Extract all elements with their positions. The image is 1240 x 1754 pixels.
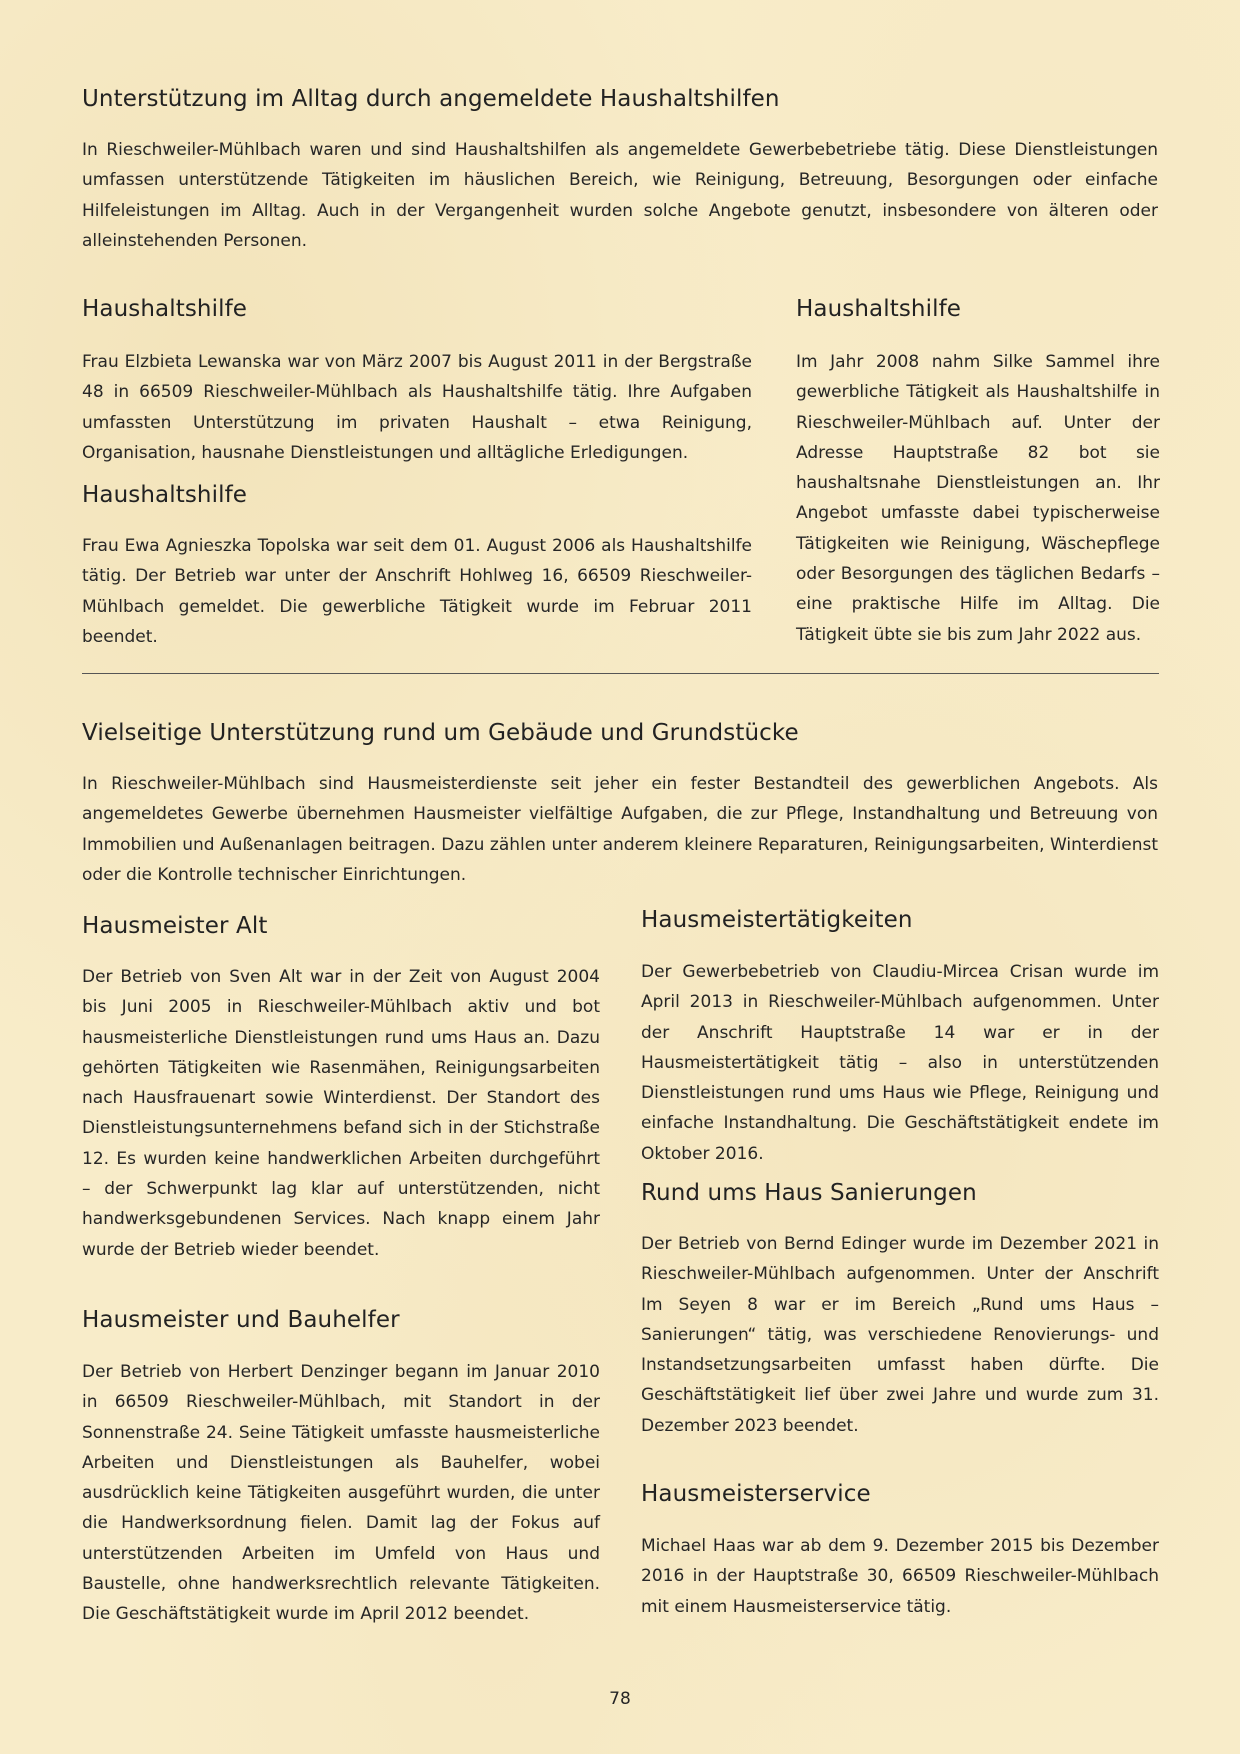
entry-text-denzinger: Der Betrieb von Herbert Denzinger begann im Januar 2010 in 66509 Rieschweiler-Mühlbach, mit Standort in der Sonnenstraße 24. Seine Tätigkeit umfasste hausmeisterliche Arbeiten und Dienstleistungen als Bauhelfer, wobei ausdrücklich keine Tätigkeiten ausgeführt wurden, die unter die Handwerksordnung fielen. Damit lag der Fokus auf unterstützenden Arbeiten im Umfeld von Haus und Baustelle, ohne handwerksrechtlich relevante Tätigkeiten. Die Geschäftstätigkeit wurde im April 2012 beendet. <box>82 1362 600 1625</box>
entry-heading-lewanska: Haushaltshilfe <box>82 296 248 322</box>
entry-heading-alt: Hausmeister Alt <box>82 913 268 939</box>
section-intro-haushaltshilfen: In Rieschweiler-Mühlbach waren und sind Haushaltshilfen als angemeldete Gewerbebetriebe tätig. Diese Dienstleistungen umfassen unterstützende Tätigkeiten im häuslichen Bereich, wie Reinigung, Betreuung, Besorgungen oder einfache Hilfeleistungen im Alltag. Auch in der Vergangenheit wurden solche Angebote genutzt, insbesondere von älteren oder alleinstehenden Personen. <box>82 140 1158 251</box>
entry-text-alt: Der Betrieb von Sven Alt war in der Zeit von August 2004 bis Juni 2005 in Rieschweiler-Mühlbach aktiv und bot hausmeisterliche Dienstleistungen rund ums Haus an. Dazu gehörten Tätigkeiten wie Rasenmähen, Reinigungsarbeiten nach Hausfrauenart sowie Winterdienst. Der Standort des Dienstleistungsunternehmens befand sich in der Stichstraße 12. Es wurden keine handwerklichen Arbeiten durchgeführt – der Schwerpunkt lag klar auf unterstützenden, nicht handwerksgebundenen Services. Nach knapp einem Jahr wurde der Betrieb wieder beendet. <box>82 967 600 1260</box>
entry-heading-denzinger: Hausmeister und Bauhelfer <box>82 1307 400 1333</box>
entry-heading-crisan: Hausmeistertätigkeiten <box>641 907 913 933</box>
entry-text-sammel: Im Jahr 2008 nahm Silke Sammel ihre gewerbliche Tätigkeit als Haushaltshilfe in Rieschweiler-Mühlbach auf. Unter der Adresse Hauptstraße 82 bot sie haushaltsnahe Dienstleistungen an. Ihr Angebot umfasste dabei typischerweise Tätigkeiten wie Reinigung, Wäschepflege oder Besorgungen des täglichen Bedarfs – eine praktische Hilfe im Alltag. Die Tätigkeit übte sie bis zum Jahr 2022 aus. <box>796 352 1160 645</box>
entry-text-haas: Michael Haas war ab dem 9. Dezember 2015 bis Dezember 2016 in der Hauptstraße 30, 66509 Rieschweiler-Mühlbach mit einem Hausmeisterservice tätig. <box>641 1536 1159 1617</box>
entry-heading-haas: Hausmeisterservice <box>641 1481 871 1507</box>
section-title-haushaltshilfen: Unterstützung im Alltag durch angemeldete Haushaltshilfen <box>82 86 780 112</box>
entry-text-topolska: Frau Ewa Agnieszka Topolska war seit dem 01. August 2006 als Haushaltshilfe tätig. Der Betrieb war unter der Anschrift Hohlweg 16, 66509 Rieschweiler-Mühlbach gemeldet. Die gewerbliche Tätigkeit wurde im Februar 2011 beendet. <box>82 536 752 647</box>
entry-text-lewanska: Frau Elzbieta Lewanska war von März 2007 bis August 2011 in der Bergstraße 48 in 66509 Rieschweiler-Mühlbach als Haushaltshilfe tätig. Ihre Aufgaben umfassten Unterstützung im privaten Haushalt – etwa Reinigung, Organisation, hausnahe Dienstleistungen und alltägliche Erledigungen. <box>82 352 752 463</box>
entry-heading-sammel: Haushaltshilfe <box>796 296 962 322</box>
entry-text-crisan: Der Gewerbebetrieb von Claudiu-Mircea Crisan wurde im April 2013 in Rieschweiler-Mühlbach aufgenommen. Unter der Anschrift Hauptstraße 14 war er in der Hausmeistertätigkeit tätig – also in unterstützenden Dienstleistungen rund ums Haus wie Pflege, Reinigung und einfache Instandhaltung. Die Geschäftstätigkeit endete im Oktober 2016. <box>641 962 1159 1164</box>
section-title-hausmeister: Vielseitige Unterstützung rund um Gebäude und Grundstücke <box>82 720 799 746</box>
section-separator <box>82 673 1159 674</box>
page-number: 78 <box>609 1689 631 1709</box>
entry-text-edinger: Der Betrieb von Bernd Edinger wurde im Dezember 2021 in Rieschweiler-Mühlbach aufgenommen. Unter der Anschrift Im Seyen 8 war er im Bereich „Rund ums Haus – Sanierungen“ tätig, was verschiedene Renovierungs- und Instandsetzungsarbeiten umfasst haben dürfte. Die Geschäftstätigkeit lief über zwei Jahre und wurde zum 31. Dezember 2023 beendet. <box>641 1234 1159 1436</box>
entry-heading-topolska: Haushaltshilfe <box>82 482 248 508</box>
section-intro-hausmeister: In Rieschweiler-Mühlbach sind Hausmeisterdienste seit jeher ein fester Bestandteil des gewerblichen Angebots. Als angemeldetes Gewerbe übernehmen Hausmeister vielfältige Aufgaben, die zur Pflege, Instandhaltung und Betreuung von Immobilien und Außenanlagen beitragen. Dazu zählen unter anderem kleinere Reparaturen, Reinigungsarbeiten, Winterdienst oder die Kontrolle technischer Einrichtungen. <box>82 774 1158 885</box>
entry-heading-edinger: Rund ums Haus Sanierungen <box>641 1180 977 1206</box>
